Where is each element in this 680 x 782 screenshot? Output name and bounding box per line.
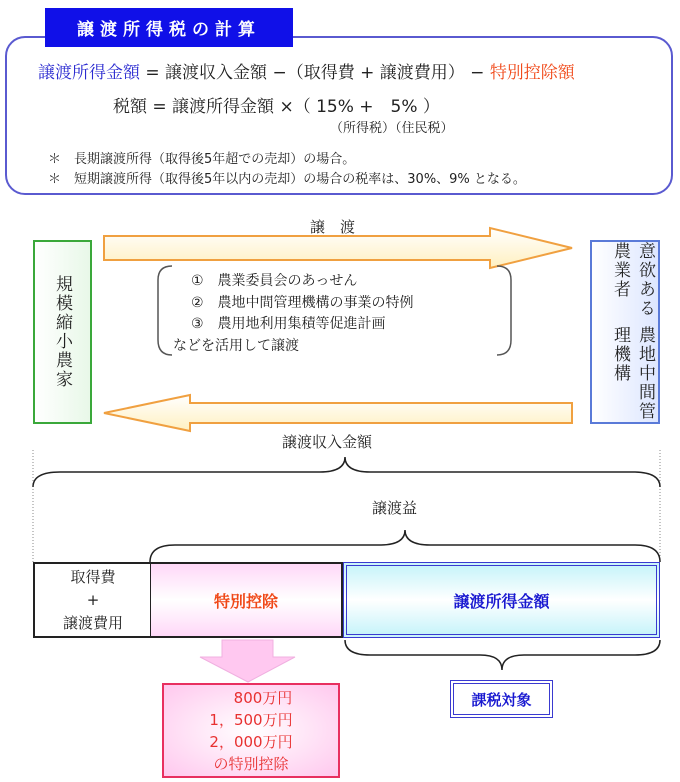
transfer-label: 譲 渡 bbox=[310, 218, 356, 236]
gain-brace bbox=[150, 530, 660, 562]
seller-label: 規模縮小農家 bbox=[52, 275, 72, 389]
deduction-amount-suffix: の特別控除 bbox=[213, 755, 289, 773]
revenue-label: 譲渡収入金額 bbox=[282, 433, 373, 451]
seller-box bbox=[33, 240, 92, 424]
cost-line: 取得費 bbox=[70, 567, 116, 586]
tax-formula-labels: （所得税）（住民税） bbox=[330, 121, 454, 136]
deduction-amount: 2，000万円 bbox=[209, 733, 293, 751]
formula-rhs: 特別控除額 bbox=[489, 63, 575, 83]
deduction-amount: 1，500万円 bbox=[209, 711, 293, 729]
deduction-arrow-down bbox=[200, 640, 295, 682]
taxable-brace bbox=[345, 640, 660, 670]
deduction-amount: 800万円 bbox=[233, 689, 293, 707]
method-item: などを活用して譲渡 bbox=[173, 337, 299, 354]
tax-formula: 税額 = 譲渡所得金額 ×（ 15% + 5% ） bbox=[113, 97, 440, 117]
section-title: 譲渡所得税の計算 bbox=[45, 8, 293, 47]
method-item: ② 農地中間管理機構の事業の特例 bbox=[191, 294, 414, 311]
deduction-segment: 特別控除 bbox=[150, 562, 343, 638]
note-long-term: ＊ 長期譲渡所得（取得後5年超での売却）の場合。 bbox=[48, 152, 356, 167]
buyer-label-1: 意欲ある農業者 bbox=[610, 242, 655, 318]
formula-lhs: 譲渡所得金額 bbox=[38, 63, 140, 83]
cost-plus: + bbox=[86, 590, 100, 609]
cost-segment bbox=[33, 562, 151, 638]
taxable-box: 課税対象 bbox=[450, 680, 553, 718]
method-item: ① 農業委員会のあっせん bbox=[191, 273, 358, 289]
revenue-brace bbox=[33, 457, 660, 487]
buyer-label-2: 農地中間管理機構 bbox=[610, 326, 655, 421]
payment-arrow-left bbox=[104, 395, 572, 431]
method-item: ③ 農用地利用集積等促進計画 bbox=[191, 316, 386, 332]
formula-middle: = 譲渡収入金額 −（取得費 + 譲渡費用） − bbox=[140, 63, 490, 83]
deduction-amounts-box bbox=[162, 683, 340, 778]
income-segment: 譲渡所得金額 bbox=[343, 562, 660, 638]
buyer-box bbox=[590, 240, 660, 424]
note-short-term: ＊ 短期譲渡所得（取得後5年以内の売却）の場合の税率は、30%、9% となる。 bbox=[48, 172, 526, 187]
cost-line: 譲渡費用 bbox=[62, 613, 123, 632]
methods-list bbox=[157, 265, 512, 355]
gain-label: 譲渡益 bbox=[372, 499, 418, 517]
